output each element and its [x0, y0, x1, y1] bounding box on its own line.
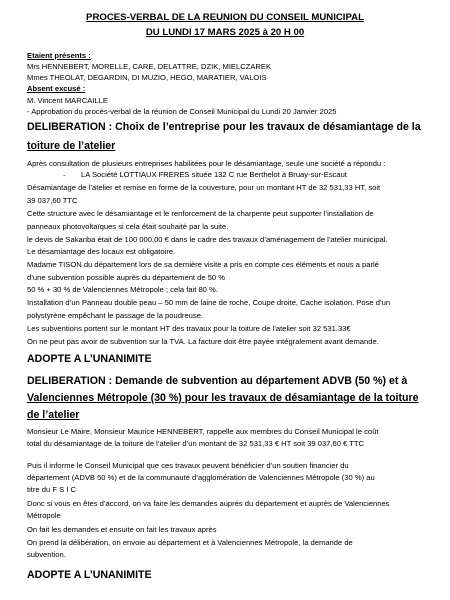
deliberation2-para3-line2: Métropole: [27, 511, 61, 520]
deliberation1-line: d’une subvention possible auprès du département de 50 %: [27, 273, 225, 282]
document-title-line2: DU LUNDI 17 MARS 2025 à 20 H 00: [145, 27, 305, 38]
present-mmes: Mmes THEOLAT, DEGARDIN, DI MUZIO, HEGO, MARATIER, VALOIS: [27, 73, 267, 82]
present-label: Etaient présents :: [27, 51, 91, 60]
deliberation1-line: Désamiantage de l’atelier et remise en forme de la couverture, pour un montant HT de 32 531,33 HT, soit: [27, 183, 381, 192]
present-mrs: Mrs HENNEBERT, MORELLE, CARE, DELATTRE, DZIK, MIELCZAREK: [27, 62, 272, 71]
deliberation1-line: panneaux photovoltaïques si cela était souhaité par la suite.: [27, 222, 229, 231]
absent-label: Absent excusé :: [27, 84, 86, 93]
deliberation2-result: ADOPTE A L’UNANIMITE: [27, 569, 152, 581]
deliberation1-line: LA Société LOTTIAUX FRERES située 132 C rue Berthelot à Bruay-sur-Escaut: [81, 170, 347, 179]
bullet-dash: -: [63, 171, 66, 180]
deliberation2-para2-line2: département (ADVB 50 %) et de la communauté d’agglomération de Valenciennes Métropole (30 %) au: [27, 473, 375, 482]
deliberation1-line: 50 % + 30 % de Valenciennes Métropole ; cela fait 80 %.: [27, 285, 218, 294]
deliberation1-line: On ne peut pas avoir de subvention sur la TVA. La facture doit être payée intégralement avant demande.: [27, 337, 379, 346]
deliberation2-para1-line2: total du désamiantage de la toiture de l’atelier d’un montant de 32 531,33 € HT soit 39 037,60 € TTC: [27, 439, 365, 448]
deliberation2-para2-line3: titre du F S I C: [27, 485, 76, 494]
deliberation1-line: Les subventions portent sur le montant HT des travaux pour la toiture de l’atelier soit 32 531.33€: [27, 324, 351, 333]
deliberation1-heading-line2: toiture de l’atelier: [27, 140, 116, 152]
deliberation2-heading-line2: Valenciennes Métropole (30 %) pour les travaux de désamiantage de la toiture: [27, 392, 419, 404]
deliberation1-line: Le désamiantage des locaux est obligatoire.: [27, 247, 176, 256]
deliberation1-line: Après consultation de plusieurs entreprises habilitées pour le désamiantage, seule une société a répondu :: [27, 159, 386, 168]
deliberation1-line: Installation d’un Panneau double peau – 50 mm de laine de roche, Coupe droite, Cache isolation. Pose d’un: [27, 298, 391, 307]
deliberation1-line: 39 037,60 TTC: [27, 196, 78, 205]
deliberation2-heading-line1: DELIBERATION : Demande de subvention au département ADVB (50 %) et à: [27, 375, 408, 387]
deliberation2-para4: On fait les demandes et ensuite on fait les travaux après: [27, 525, 217, 534]
deliberation2-para2-line1: Puis il informe le Conseil Municipal que ces travaux peuvent bénéficier d’un soutien financier du: [27, 461, 349, 470]
deliberation1-line: Cette structure avec le désamiantage et le renforcement de la charpente peut supporter l’installation de: [27, 209, 374, 218]
document-title-line1: PROCES-VERBAL DE LA REUNION DU CONSEIL MUNICIPAL: [86, 12, 364, 23]
deliberation2-para1-line1: Monsieur Le Maire, Monsieur Maurice HENNEBERT, rappelle aux membres du Conseil Municipal le coût: [27, 427, 379, 436]
deliberation1-line: polystyrène empêchant le passage de la poudreuse.: [27, 311, 204, 320]
deliberation2-para5-line2: subvention.: [27, 550, 66, 559]
deliberation1-line: le devis de Sakariba était de 100 000,00 € dans le cadre des travaux d’aménagement de l’atelier municipal.: [27, 235, 388, 244]
deliberation1-line: Madame TISON du département lors de sa dernière visite a pris en compte ces éléments et nous a parlé: [27, 260, 379, 269]
approval-line: - Approbation du procès-verbal de la réunion de Conseil Municipal du Lundi 20 Janvier 2025: [27, 107, 337, 116]
deliberation2-para3-line1: Donc si vous en êtes d’accord, on va faire les demandes auprès du département et auprès de Valenciennes: [27, 499, 390, 508]
deliberation2-para5-line1: On prend la délibération, on envoie au département et à Valenciennes Métropole, la demande de: [27, 538, 353, 547]
deliberation2-heading-line3: de l’atelier: [27, 409, 80, 421]
deliberation1-result: ADOPTE A L’UNANIMITE: [27, 353, 152, 365]
absent-name: M. Vincent MARCAILLE: [27, 96, 108, 105]
deliberation1-heading-line1: DELIBERATION : Choix de l’entreprise pour les travaux de désamiantage de la: [27, 121, 421, 133]
